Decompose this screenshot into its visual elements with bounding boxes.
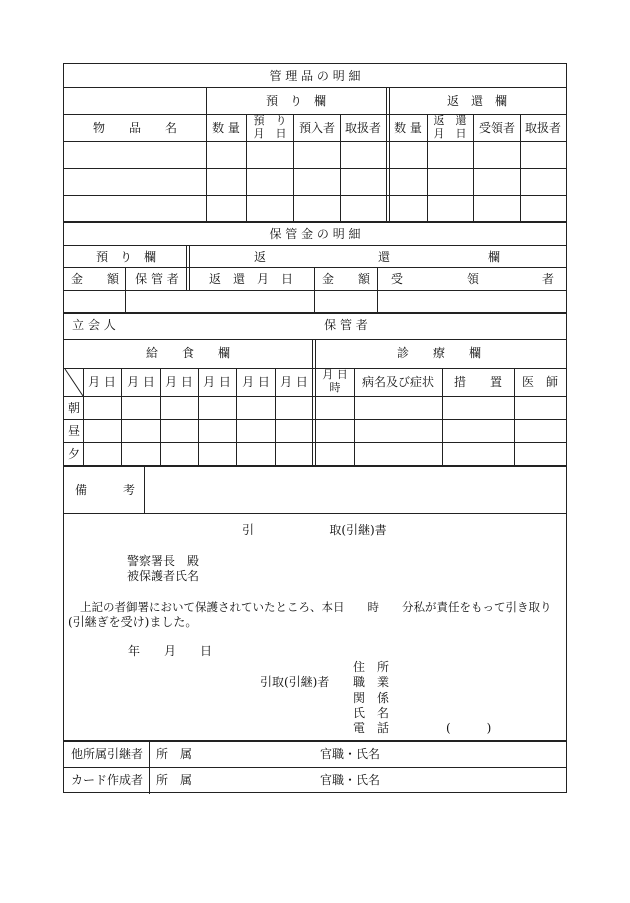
field-name: 氏 名 bbox=[353, 706, 390, 720]
cash-return-amount-label: 金 額 bbox=[321, 272, 371, 286]
col-item-name: 物 品 名 bbox=[92, 121, 178, 135]
items-deposit-header: 預 り 欄 bbox=[265, 94, 327, 108]
rule bbox=[64, 87, 566, 88]
meal-row-lunch: 昼 bbox=[67, 424, 81, 438]
col-return-qty: 数 量 bbox=[394, 121, 422, 135]
rule bbox=[64, 141, 566, 142]
custody-form bbox=[63, 63, 567, 793]
rule bbox=[377, 290, 378, 312]
cash-receiver-2: 領 bbox=[466, 272, 480, 286]
med-col-disease: 病名及び症状 bbox=[361, 375, 435, 389]
rule bbox=[340, 114, 341, 222]
transfer-label: 他所属引継者 bbox=[70, 747, 144, 761]
pickup-title-right: 取(引継)書 bbox=[329, 523, 387, 537]
transfer-affiliation: 所 属 bbox=[156, 747, 193, 761]
rule bbox=[125, 267, 126, 290]
col-return-handler: 取扱者 bbox=[524, 121, 562, 135]
cash-return-label-2: 還 bbox=[377, 250, 391, 264]
pickup-person-label: 引取(引継)者 bbox=[260, 675, 330, 689]
addressee-station: 警察署長 殿 bbox=[127, 554, 200, 568]
rule bbox=[473, 114, 474, 222]
col-receiver: 受領者 bbox=[478, 121, 516, 135]
med-col-doctor: 医 師 bbox=[521, 375, 559, 389]
cash-deposit-header: 預 り 欄 bbox=[95, 250, 157, 264]
col-depositor: 預入者 bbox=[298, 121, 336, 135]
rule bbox=[275, 368, 276, 466]
witness-label: 立 会 人 bbox=[72, 318, 116, 332]
med-col-date-bottom: 時 bbox=[329, 381, 341, 394]
medical-title: 診 療 欄 bbox=[396, 346, 482, 360]
rule bbox=[144, 466, 145, 513]
card-title-name: 官職・氏名 bbox=[320, 773, 381, 787]
cash-return-label-3: 欄 bbox=[487, 250, 501, 264]
pickup-date: 年 月 日 bbox=[128, 644, 213, 658]
col-qty: 数 量 bbox=[212, 121, 240, 135]
pickup-title-left: 引 bbox=[241, 523, 255, 537]
addressee-protected: 被保護者氏名 bbox=[127, 569, 200, 583]
double-rule bbox=[64, 312, 566, 314]
rule bbox=[64, 195, 566, 196]
rule bbox=[520, 114, 521, 222]
rule bbox=[389, 87, 390, 222]
pickup-body-2: (引継ぎを受け)ました。 bbox=[68, 615, 198, 629]
cash-custodian-label: 保 管 者 bbox=[135, 272, 179, 286]
rule bbox=[125, 290, 126, 312]
rule bbox=[236, 368, 237, 466]
rule bbox=[206, 87, 207, 222]
meal-day-label: 月 日 bbox=[280, 375, 308, 389]
col-return-date-bottom: 月 日 bbox=[433, 127, 467, 140]
rule bbox=[64, 245, 566, 246]
cash-amount-label: 金 額 bbox=[70, 272, 120, 286]
rule bbox=[64, 290, 566, 291]
meal-row-dinner: 夕 bbox=[67, 447, 81, 461]
field-relation: 関 係 bbox=[353, 691, 390, 705]
rule bbox=[64, 168, 566, 169]
rule bbox=[377, 267, 378, 290]
med-col-treatment: 措 置 bbox=[453, 375, 503, 389]
field-address: 住 所 bbox=[353, 660, 390, 674]
col-deposit-date-top: 預 り bbox=[253, 114, 287, 127]
rule bbox=[189, 245, 190, 290]
col-handler: 取扱者 bbox=[344, 121, 382, 135]
rule bbox=[293, 114, 294, 222]
rule bbox=[186, 245, 187, 290]
pickup-body-1: 上記の者御署において保護されていたところ、本日 時 分私が責任をもって引き取り bbox=[80, 600, 552, 614]
double-rule bbox=[64, 221, 566, 223]
field-occupation: 職 業 bbox=[353, 675, 390, 689]
rule bbox=[315, 339, 316, 466]
meal-day-label: 月 日 bbox=[165, 375, 193, 389]
rule bbox=[314, 290, 315, 312]
cash-receiver-1: 受 bbox=[390, 272, 404, 286]
card-label: カード作成者 bbox=[70, 773, 144, 787]
meal-day-label: 月 日 bbox=[127, 375, 155, 389]
rule bbox=[64, 767, 566, 768]
field-phone: 電 話 bbox=[353, 721, 390, 735]
card-affiliation: 所 属 bbox=[156, 773, 193, 787]
transfer-title-name: 官職・氏名 bbox=[320, 747, 381, 761]
rule bbox=[246, 114, 247, 222]
cash-return-label-1: 返 bbox=[253, 250, 267, 264]
rule bbox=[312, 339, 313, 466]
corner-diagonal bbox=[64, 368, 84, 397]
items-return-header: 返 還 欄 bbox=[446, 94, 508, 108]
remarks-label: 備 考 bbox=[74, 483, 136, 497]
rule bbox=[354, 368, 355, 466]
meal-day-label: 月 日 bbox=[203, 375, 231, 389]
meal-day-label: 月 日 bbox=[88, 375, 116, 389]
meal-row-breakfast: 朝 bbox=[67, 401, 81, 415]
rule bbox=[121, 368, 122, 466]
col-deposit-date-bottom: 月 日 bbox=[253, 127, 287, 140]
rule bbox=[64, 513, 566, 514]
rule bbox=[149, 742, 150, 794]
rule bbox=[64, 114, 566, 115]
custodian2-label: 保 管 者 bbox=[324, 318, 368, 332]
rule bbox=[514, 368, 515, 466]
rule bbox=[442, 368, 443, 466]
rule bbox=[314, 267, 315, 290]
rule bbox=[427, 114, 428, 222]
phone-paren: ( ) bbox=[446, 721, 492, 735]
items-title: 管 理 品 の 明 細 bbox=[269, 69, 361, 83]
med-col-date-top: 月 日 bbox=[322, 368, 348, 381]
meal-title: 給 食 欄 bbox=[145, 346, 231, 360]
cash-return-date-label: 返 還 月 日 bbox=[208, 272, 294, 286]
rule bbox=[160, 368, 161, 466]
col-return-date-top: 返 還 bbox=[433, 114, 467, 127]
double-rule bbox=[64, 740, 566, 742]
rule bbox=[198, 368, 199, 466]
rule bbox=[386, 87, 387, 222]
cash-title: 保 管 金 の 明 細 bbox=[269, 227, 361, 241]
meal-day-label: 月 日 bbox=[242, 375, 270, 389]
cash-receiver-3: 者 bbox=[541, 272, 555, 286]
rule bbox=[64, 267, 566, 268]
